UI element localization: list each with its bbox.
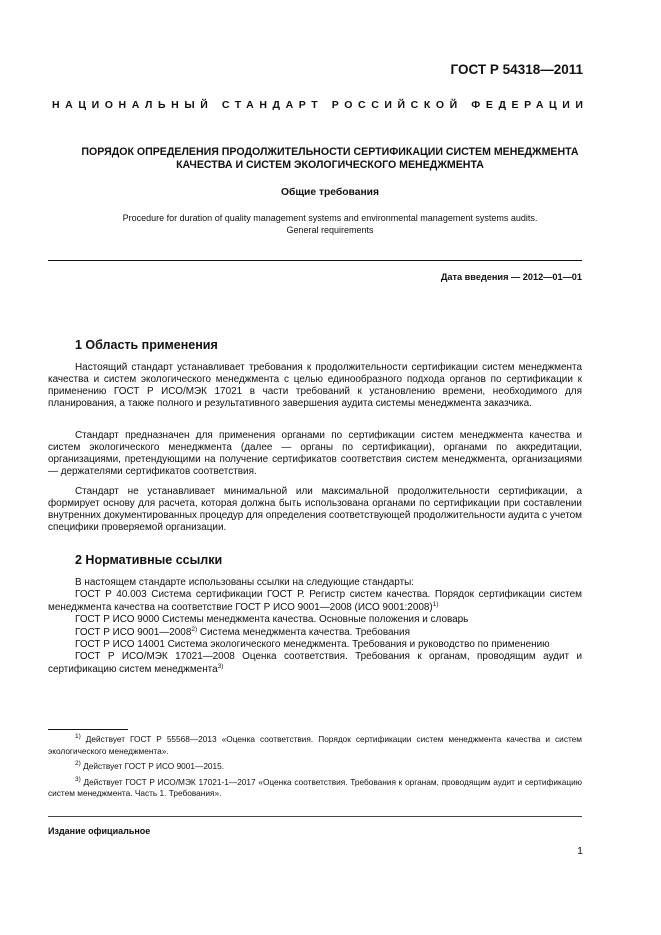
reference-text: ГОСТ Р ИСО 9000 Системы менеджмента качества. Основные положения и словарь [75, 614, 469, 626]
section-1-paragraph [48, 486, 582, 534]
document-subtitle: Общие требования [280, 187, 380, 198]
footnote-mark: 1) [432, 600, 439, 608]
footnote-mark: 1) [75, 733, 81, 740]
english-title-line-1: Procedure for duration of quality management systems and environmental management systems audits. [122, 213, 538, 223]
reference-text: ГОСТ Р ИСО/МЭК 17021—2008 Оценка соответствия. Требования к органам, проводящим аудит и сертификацию систем менеджмента [48, 651, 582, 675]
standard-number: ГОСТ Р 54318—2011 [450, 62, 583, 77]
reference-code: ГОСТ Р ИСО 9001—2008 [75, 626, 192, 638]
introduction-date: Дата введения — 2012—01—01 [440, 272, 582, 282]
official-edition-label: Издание официальное [48, 826, 151, 836]
paragraph-text: Стандарт не устанавливает минимальной или максимальной продолжительности сертификации, а формирует основу для расчета, которая должна быть использована органами по сертификации при составлении внутренних документированных процедур для определения соответствующей продолжительности аудита с учетом специфики проверяемой организации. [48, 486, 582, 534]
footnote [48, 734, 582, 757]
reference-item [48, 639, 582, 651]
title-divider [48, 260, 582, 261]
footnote-mark: 2) [75, 760, 81, 768]
footer-divider [48, 816, 582, 817]
reference-item [48, 651, 582, 676]
footnote-separator [48, 729, 128, 730]
section-1-paragraph [48, 430, 582, 478]
page-number: 1 [577, 845, 583, 857]
section-2-heading: 2 Нормативные ссылки [75, 553, 223, 567]
footnote-text: Действует ГОСТ Р 55568—2013 «Оценка соответствия. Порядок сертификации систем менеджмента качества и систем экологического менеджмента». [48, 734, 582, 756]
footnote-text: Действует ГОСТ Р ИСО/МЭК 17021-1—2017 «Оценка соответствия. Требования к органам, проводящим аудит и сертификацию систем менеджмента. Часть 1. Требования». [48, 776, 582, 799]
footnote-mark: 3) [75, 775, 81, 783]
section-1-paragraph [48, 362, 582, 410]
section-1-heading: 1 Область применения [75, 338, 218, 352]
reference-text: Система менеджмента качества. Требования [197, 626, 410, 638]
document-title [40, 146, 620, 172]
footnote [48, 777, 582, 800]
title-line-2: КАЧЕСТВА И СИСТЕМ ЭКОЛОГИЧЕСКОГО МЕНЕДЖМЕНТА [176, 159, 484, 171]
reference-item [48, 589, 582, 614]
reference-item [48, 627, 582, 639]
english-title-line-2: General requirements [286, 224, 374, 235]
reference-text: ГОСТ Р ИСО 14001 Система экологического менеджмента. Требования и руководство по применению [75, 639, 550, 651]
footnote [48, 761, 582, 773]
footnote-mark: 3) [217, 662, 224, 670]
paragraph-text: Настоящий стандарт устанавливает требования к продолжительности сертификации систем менеджмента качества и систем экологического менеджмента с целью единообразного подхода органов по сертификации к применению ГОСТ Р ИСО/МЭК 17021 в части требований к установлению времени, необходимого для планирования, а также полного и результативного завершения аудита системы менеджмента заказчика. [48, 362, 582, 410]
normative-references [48, 577, 582, 676]
reference-text: ГОСТ Р 40.003 Система сертификации ГОСТ Р. Регистр систем качества. Порядок сертификации систем менеджмента качества на соответствие ГОСТ Р ИСО 9001—2008 (ИСО 9001:2008) [48, 589, 582, 613]
reference-item [48, 614, 582, 626]
footnote-mark: 2) [191, 625, 198, 633]
references-intro: В настоящем стандарте использованы ссылки на следующие стандарты: [75, 577, 415, 588]
footnote-text: Действует ГОСТ Р ИСО 9001—2015. [80, 761, 225, 772]
footnotes [48, 734, 582, 804]
paragraph-text: Стандарт предназначен для применения органами по сертификации систем менеджмента качества и систем экологического менеджмента (далее — органы по сертификации), органами по аккредитации, организациями, претендующими на получение сертификатов соответствия систем менеджмента, организациями — держателями сертификатов соответствия. [48, 430, 582, 478]
english-title [40, 213, 620, 236]
national-standard-banner: НАЦИОНАЛЬНЫЙ СТАНДАРТ РОССИЙСКОЙ ФЕДЕРАЦИИ [52, 99, 589, 111]
title-line-1: ПОРЯДОК ОПРЕДЕЛЕНИЯ ПРОДОЛЖИТЕЛЬНОСТИ СЕРТИФИКАЦИИ СИСТЕМ МЕНЕДЖМЕНТА [81, 146, 579, 158]
